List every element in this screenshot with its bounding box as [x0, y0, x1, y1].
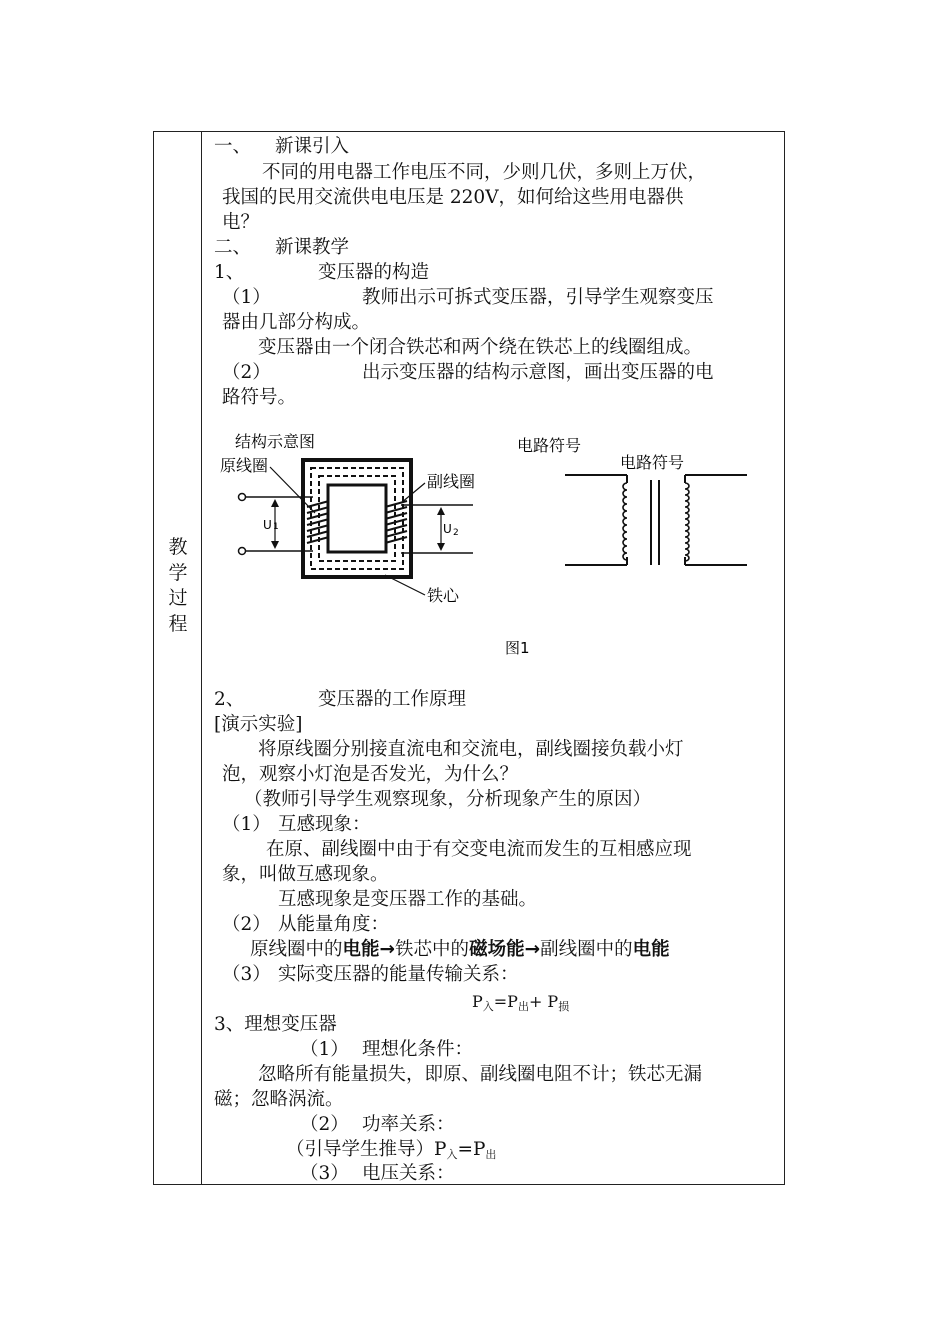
energy-text: 原线圈中的	[250, 939, 343, 960]
formula-part: =P	[493, 992, 518, 1011]
section-1-number: 一、	[214, 136, 252, 157]
ideal-condition-line: 忽略所有能量损失，即原、副线圈电阻不计；铁芯无漏	[258, 1064, 703, 1085]
item-number: （2）	[222, 362, 271, 383]
item-text: 出示变压器的结构示意图，画出变压器的电	[362, 362, 714, 383]
demo-heading: [演示实验]	[214, 714, 303, 735]
item-title: 互感现象：	[278, 814, 371, 835]
secondary-coil-label: 副线圈	[427, 472, 476, 491]
u2-label: U	[443, 522, 452, 536]
intro-line: 不同的用电器工作电压不同，少则几伏，多则上万伏，	[262, 162, 707, 183]
part-3-title: 3、理想变压器	[214, 1014, 337, 1035]
mutual-induction-line: 互感现象是变压器工作的基础。	[278, 889, 538, 910]
formula-subscript: 损	[558, 1000, 570, 1013]
item-text: 教师出示可拆式变压器，引导学生观察变压	[362, 287, 714, 308]
demo-line: 泡，观察小灯泡是否发光，为什么？	[222, 764, 519, 785]
column-divider	[201, 132, 202, 1184]
mutual-induction-line: 象，叫做互感现象。	[222, 864, 389, 885]
item-title: 理想化条件：	[362, 1039, 474, 1060]
u1-label: U	[263, 518, 272, 532]
energy-term: 电能	[342, 939, 380, 960]
part-2-title: 变压器的工作原理	[318, 689, 467, 710]
item-number: （2）	[222, 914, 271, 935]
terminal	[239, 548, 246, 555]
structure-description: 变压器由一个闭合铁芯和两个绕在铁芯上的线圈组成。	[258, 337, 703, 358]
arrow: →	[524, 939, 541, 960]
section-1-title: 新课引入	[275, 136, 350, 157]
symbol-primary-coil	[623, 483, 627, 560]
part-2-number: 2、	[214, 689, 245, 710]
figure-caption: 图1	[505, 639, 530, 657]
item-number: （1）	[222, 287, 271, 308]
item-number: （3）	[222, 964, 271, 985]
structure-title: 结构示意图	[235, 432, 316, 451]
energy-term: 电能	[632, 939, 670, 960]
formula-subscript: 出	[517, 1000, 529, 1013]
item-title: 电压关系：	[362, 1163, 455, 1184]
section-2-number: 二、	[214, 237, 252, 258]
item-text: 路符号。	[222, 387, 297, 408]
intro-line: 我国的民用交流供电电压是 220V，如何给这些用电器供	[222, 187, 684, 208]
symbol-title: 电路符号	[517, 436, 582, 455]
core-inner	[328, 485, 386, 552]
terminal	[239, 494, 246, 501]
core-label: 铁心	[427, 586, 460, 605]
part-1-title: 变压器的构造	[318, 262, 430, 283]
side-cell	[154, 132, 201, 1184]
item-title: 从能量角度：	[278, 914, 390, 935]
section-label-teaching-process	[168, 535, 188, 637]
u1-subscript: 1	[273, 522, 279, 532]
side-char: 教	[168, 536, 188, 558]
symbol-secondary-coil	[685, 483, 689, 561]
primary-coil-label: 原线圈	[220, 456, 269, 475]
energy-text: 铁芯中的	[395, 939, 470, 960]
core-lamination	[319, 476, 395, 561]
power-relation	[286, 1138, 496, 1164]
energy-chain	[250, 938, 670, 962]
side-char: 学	[168, 561, 188, 584]
demo-line: （教师引导学生观察现象，分析现象产生的原因）	[244, 789, 652, 810]
item-number: （1）	[300, 1039, 349, 1060]
section-2-title: 新课教学	[275, 237, 350, 258]
side-char: 过	[168, 587, 188, 609]
formula-part: =P	[457, 1139, 486, 1160]
item-number: （2）	[300, 1114, 349, 1135]
side-char: 程	[168, 612, 188, 635]
formula-subscript: 入	[446, 1148, 458, 1161]
u2-subscript: 2	[453, 528, 459, 538]
intro-line: 电？	[222, 212, 260, 233]
item-title: 功率关系：	[362, 1114, 455, 1135]
part-1-number: 1、	[214, 262, 245, 283]
transformer-figure-svg	[215, 425, 770, 665]
symbol-title: 电路符号	[620, 453, 685, 472]
formula-part: （引导学生推导）P	[286, 1139, 447, 1160]
demo-line: 将原线圈分别接直流电和交流电，副线圈接负载小灯	[258, 739, 684, 760]
formula-part: P	[472, 992, 483, 1011]
formula-subscript: 出	[485, 1148, 497, 1161]
item-title: 实际变压器的能量传输关系：	[278, 964, 519, 985]
power-formula	[472, 990, 569, 1016]
transformer-figure	[215, 425, 770, 665]
item-text: 器由几部分构成。	[222, 312, 371, 333]
item-number: （3）	[300, 1163, 349, 1184]
energy-term: 磁场能	[469, 939, 525, 960]
ideal-condition-line: 磁；忽略涡流。	[214, 1089, 344, 1110]
mutual-induction-line: 在原、副线圈中由于有交变电流而发生的互相感应现	[266, 839, 692, 860]
formula-subscript: 入	[482, 1000, 494, 1013]
formula-part: + P	[528, 992, 559, 1011]
arrow: →	[379, 939, 396, 960]
energy-text: 副线圈中的	[540, 939, 633, 960]
item-number: （1）	[222, 814, 271, 835]
